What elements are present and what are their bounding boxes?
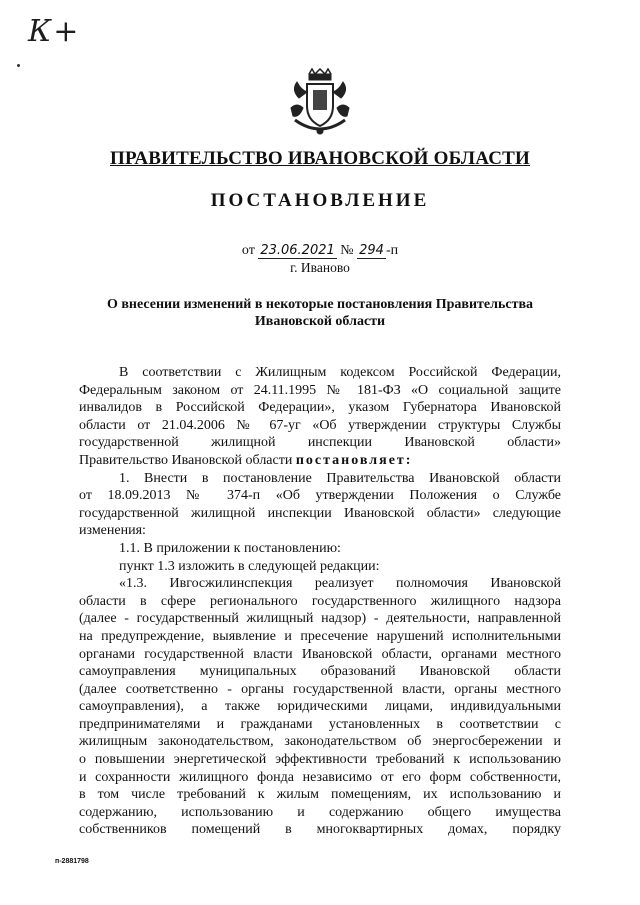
government-title: ПРАВИТЕЛЬСТВО ИВАНОВСКОЙ ОБЛАСТИ (110, 148, 530, 169)
handwritten-note: К+ (28, 14, 81, 49)
coat-of-arms-icon (285, 68, 355, 138)
body-line: государственной жилищной инспекции Ивановской области» следующие (79, 505, 561, 521)
decree-lead: Правительство Ивановской области (79, 452, 293, 468)
document-subject (80, 296, 560, 330)
body-line: Федеральным законом от 24.11.1995 № 181-ФЗ «О социальной защите (79, 382, 561, 398)
handwritten-date: 23.06.2021 (260, 243, 335, 258)
subject-line: О внесении изменений в некоторые постановления Правительства (106, 297, 534, 312)
body-line: 1.1. В приложении к постановлению: (119, 540, 341, 556)
body-line: на предупреждение, выявление и пресечение нарушений исполнительными (79, 628, 561, 644)
body-line: о повышении энергетической эффективности требований к использованию (79, 752, 561, 768)
body-line: в том числе требований к жилым помещениям, их использованию и (79, 787, 561, 803)
ink-dot (17, 64, 20, 67)
body-line: собственников помещений в многоквартирных домах, порядку (79, 822, 561, 838)
date-number-line (0, 243, 640, 259)
footer-code: п-2881798 (55, 858, 89, 865)
document-body (79, 364, 561, 839)
body-line: государственной жилищной инспекции Ивановской области» (79, 435, 561, 451)
body-line: самоуправления), а также юридическими лицами, индивидуальными (79, 699, 561, 715)
date-prefix: от (241, 243, 255, 258)
number-prefix: № (340, 243, 354, 258)
body-line: области от 21.04.2006 № 67-уг «Об утверждении структуры Службы (79, 417, 561, 433)
body-line: «1.3. Ивгосжилинспекция реализует полномочия Ивановской (119, 576, 561, 592)
document-type: ПОСТАНОВЛЕНИЕ (210, 190, 430, 211)
body-line: изменения: (79, 523, 146, 539)
number-suffix: -п (385, 243, 399, 258)
city: г. Иваново (290, 260, 350, 275)
decree-word: постановляет: (295, 452, 413, 468)
body-line: пункт 1.3 изложить в следующей редакции: (119, 558, 380, 574)
body-line: (далее соответственно - органы государственной власти, органы местного (79, 681, 561, 697)
body-line: В соответствии с Жилищным кодексом Российской Федерации, (119, 365, 561, 380)
body-line: 1. Внести в постановление Правительства Ивановской области (119, 470, 561, 486)
body-line-decree (79, 452, 561, 470)
body-line: от 18.09.2013 № 374-п «Об утверждении Положения о Службе (79, 488, 561, 504)
body-line: жилищным законодательством, законодательством об энергосбережении и (79, 734, 561, 750)
body-line: инвалидов в Российской Федерации», указом Губернатора Ивановской (79, 400, 561, 416)
handwritten-number: 294 (359, 243, 384, 258)
body-line: (далее - государственный жилищный надзор) - деятельности, направленной (79, 611, 561, 627)
body-line: предпринимателями и гражданами установленных в соответствии с (79, 716, 561, 732)
body-line: содержанию, использованию и содержанию общего имущества (79, 804, 561, 820)
body-line: области в сфере регионального государственного жилищного надзора (79, 593, 561, 609)
subject-line: Ивановской области (254, 314, 386, 329)
body-line: самоуправления муниципальных образований Ивановской области (79, 664, 561, 680)
body-line: и сохранности жилищного фонда независимо от его форм собственности, (79, 769, 561, 785)
body-line: органами государственной власти Ивановской области, органами местного (79, 646, 561, 662)
